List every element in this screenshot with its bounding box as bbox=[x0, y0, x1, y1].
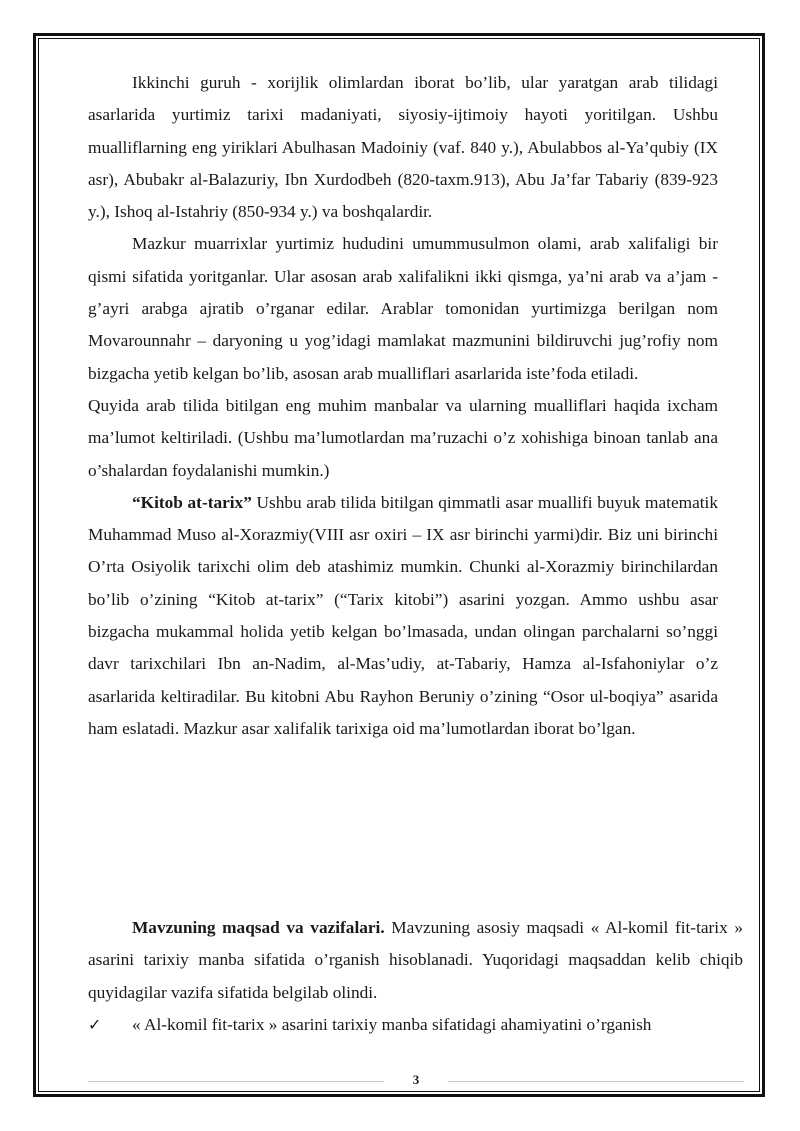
page-footer bbox=[88, 1070, 744, 1090]
goals-section bbox=[88, 912, 743, 1041]
kitob-body: Ushbu arab tilida bitilgan qimmatli asar muallifi buyuk matematik Muhammad Muso al-Xorazmiy(VIII asr oxiri – IX asr birinchi yarmi)dir. Biz uni birinchi O’rta Osiyolik tarixchi olim deb atashimiz mumkin. Chunki al-Xorazmiy birinchilardan bo’lib o’zining “Kitob at-tarix” (“Tarix kitobi”) asarini yozgan. Ammo ushbu asar bizgacha mukammal holida yetib kelgan bo’lmasada, undan olingan parchalarni so’nggi davr tarixchilari Ibn an-Nadim, al-Mas’udiy, at-Tabariy, Hamza al-Isfahoniylar o’z asarlarida keltiradilar. Bu kitobni Abu Rayhon Beruniy o’zining “Osor ul-boqiya” asarida ham eslatadi. Mazkur asar xalifalik tarixiga oid ma’lumotlardan iborat bo’lgan. bbox=[88, 492, 718, 738]
checklist-item-text: « Al-komil fit-tarix » asarini tarixiy manba sifatidagi ahamiyatini o’rganish bbox=[132, 1014, 652, 1034]
check-icon: ✓ bbox=[88, 1014, 102, 1034]
paragraph-sources-intro: Quyida arab tilida bitilgan eng muhim manbalar va ularning mualliflari haqida ixcham ma’lumot keltiriladi. (Ushbu ma’lumotlardan ma’ruzachi o’z xohishiga binoan tanlab ana o’shalardan foydalanishi mumkin.) bbox=[88, 395, 718, 480]
checklist-item bbox=[88, 1009, 743, 1041]
footer-rule-right bbox=[448, 1081, 744, 1082]
footer-rule-left bbox=[88, 1081, 384, 1082]
goals-body: Mavzuning asosiy maqsadi « Al-komil fit-tarix » asarini tarixiy manba sifatida o’rganish hisoblanadi. Yuqoridagi maqsaddan kelib chiqib quyidagilar vazifa sifatida belgilab olindi. bbox=[88, 918, 743, 1002]
kitob-title: “Kitob at-tarix” bbox=[132, 492, 252, 512]
page-number: 3 bbox=[412, 1072, 420, 1087]
paragraph-foreign-scholars: Ikkinchi guruh - xorijlik olimlardan iborat bo’lib, ular yaratgan arab tilidagi asarlarida yurtimiz tarixi madaniyati, siyosiy-ijtimoiy hayoti yoritilgan. Ushbu mualliflarning eng yiriklari Abulhasan Madoiniy (vaf. 840 y.), Abulabbos al-Ya’qubiy (IX asr), Abubakr al-Balazuriy, Ibn Xurdodbeh (820-taxm.913), Abu Ja’far Tabariy (839-923 y.), Ishoq al-Istahriy (850-934 y.) va boshqalardir. bbox=[88, 73, 718, 222]
paragraph-kitob-at-tarix bbox=[88, 487, 718, 745]
paragraph-goals bbox=[88, 912, 743, 1009]
main-text bbox=[88, 67, 718, 745]
goals-title: Mavzuning maqsad va vazifalari. bbox=[132, 918, 385, 937]
paragraph-historians: Mazkur muarrixlar yurtimiz hududini umummusulmon olami, arab xalifaligi bir qismi sifatida yoritganlar. Ular asosan arab xalifalikni ikki qismga, ya’ni arab va a’jam - g’ayri arabga ajratib o’rganar edilar. Arablar tomonidan yurtimizga berilgan nom Movarounnahr – daryoning u yog’idagi mamlakat mazmunini bildiruvchi jug’rofiy nom bizgacha yetib kelgan bo’lib, asosan arab mualliflari asarlarida iste’foda etiladi. bbox=[88, 234, 718, 383]
